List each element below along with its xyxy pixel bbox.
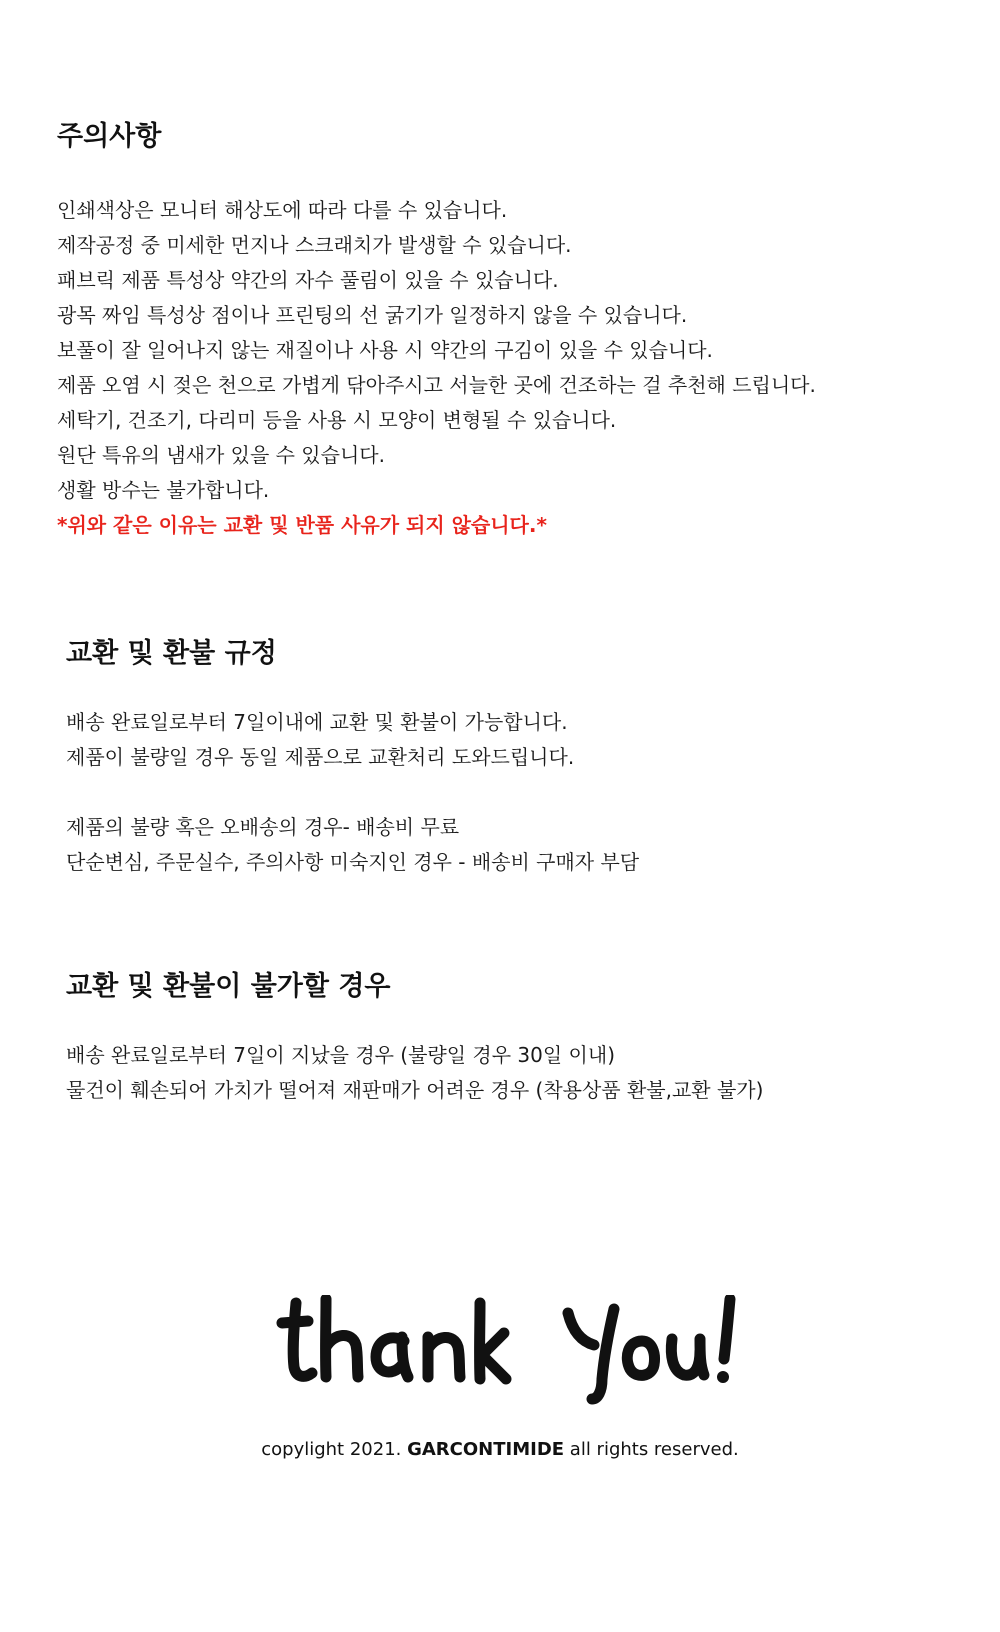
policy-line: 단순변심, 주문실수, 주의사항 미숙지인 경우 - 배송비 구매자 부담 [66,850,640,874]
notice-warning: *위와 같은 이유는 교환 및 반품 사유가 되지 않습니다.* [57,513,547,537]
brand-name: GARCONTIMIDE [407,1439,565,1460]
notice-line: 세탁기, 건조기, 다리미 등을 사용 시 모양이 변형될 수 있습니다. [57,408,617,432]
copyright-prefix: copylight 2021. [261,1439,408,1460]
not-allowed-line: 배송 완료일로부터 7일이 지났을 경우 (불량일 경우 30일 이내) [66,1043,615,1067]
notice-line: 생활 방수는 불가합니다. [57,478,270,502]
notice-line: 보풀이 잘 일어나지 않는 재질이나 사용 시 약간의 구김이 있을 수 있습니다. [57,338,713,362]
policy-list [66,705,639,880]
notice-title: 주의사항 [57,121,162,152]
notice-line: 제품 오염 시 젖은 천으로 가볍게 닦아주시고 서늘한 곳에 건조하는 걸 추천해 드립니다. [57,373,816,397]
thank-you-handwriting [268,1295,748,1405]
policy-title: 교환 및 환불 규정 [66,638,277,669]
notice-line: 원단 특유의 냄새가 있을 수 있습니다. [57,443,385,467]
not-allowed-title: 교환 및 환불이 불가할 경우 [66,971,391,1002]
notice-line: 광목 짜임 특성상 점이나 프린팅의 선 굵기가 일정하지 않을 수 있습니다. [57,303,688,327]
policy-line: 배송 완료일로부터 7일이내에 교환 및 환불이 가능합니다. [66,710,568,734]
notice-line: 패브릭 제품 특성상 약간의 자수 풀림이 있을 수 있습니다. [57,268,559,292]
copyright-footer [0,1438,1000,1462]
not-allowed-line: 물건이 훼손되어 가치가 떨어져 재판매가 어려운 경우 (착용상품 환불,교환 불가) [66,1078,764,1102]
notice-line: 인쇄색상은 모니터 해상도에 따라 다를 수 있습니다. [57,198,508,222]
not-allowed-list [66,1038,763,1108]
notice-list [57,193,816,543]
thank-you-lettering [268,1295,748,1405]
policy-line: 제품의 불량 혹은 오배송의 경우- 배송비 무료 [66,815,460,839]
policy-spacer [66,775,639,810]
notice-line: 제작공정 중 미세한 먼지나 스크래치가 발생할 수 있습니다. [57,233,572,257]
policy-line: 제품이 불량일 경우 동일 제품으로 교환처리 도와드립니다. [66,745,575,769]
copyright-suffix: all rights reserved. [564,1439,739,1460]
